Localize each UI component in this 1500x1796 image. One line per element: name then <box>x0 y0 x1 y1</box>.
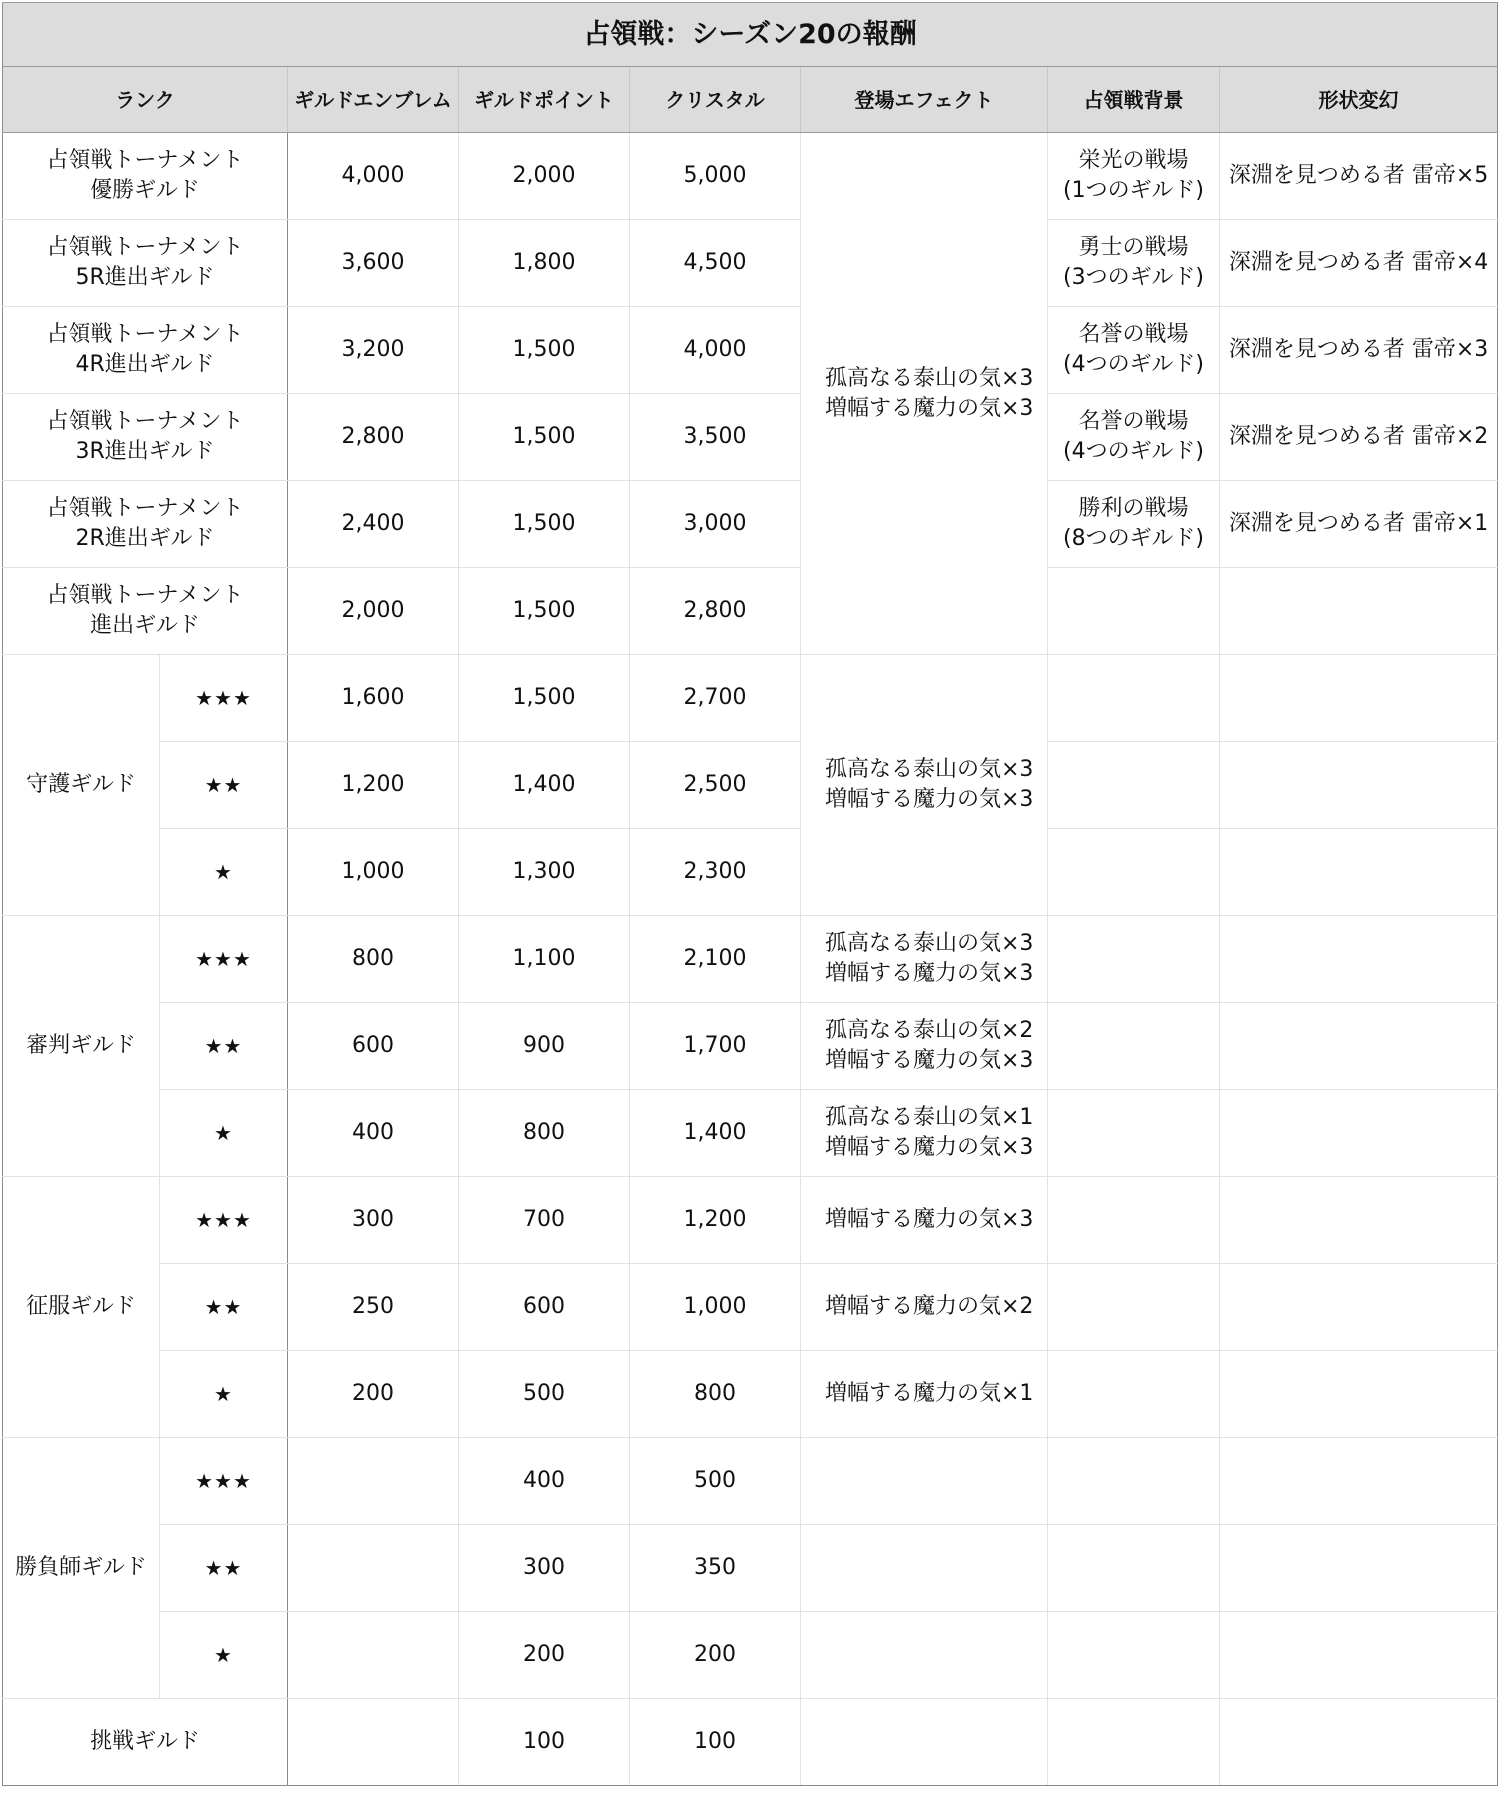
group-label-conquest: 征服ギルド <box>3 1177 160 1438</box>
background-cell <box>1048 1612 1220 1699</box>
transform-cell <box>1220 916 1498 1003</box>
points-cell: 400 <box>459 1438 630 1525</box>
rank-cell: 占領戦トーナメント 5R進出ギルド <box>3 220 288 307</box>
star-rating: ★★ <box>160 1003 288 1090</box>
background-cell <box>1048 1264 1220 1351</box>
points-cell: 100 <box>459 1699 630 1786</box>
crystal-cell: 500 <box>630 1438 801 1525</box>
emblem-cell: 4,000 <box>288 133 459 220</box>
transform-cell <box>1220 1525 1498 1612</box>
points-cell: 900 <box>459 1003 630 1090</box>
effect-cell <box>801 1699 1048 1786</box>
background-cell <box>1048 1003 1220 1090</box>
effect-cell: 孤高なる泰山の気×3 増幅する魔力の気×3 <box>801 655 1048 916</box>
background-cell <box>1048 1438 1220 1525</box>
background-cell <box>1048 1699 1220 1786</box>
transform-cell <box>1220 1090 1498 1177</box>
star-rating: ★★ <box>160 1264 288 1351</box>
background-cell <box>1048 1177 1220 1264</box>
background-cell <box>1048 1090 1220 1177</box>
background-cell: 名誉の戦場 (4つのギルド) <box>1048 307 1220 394</box>
background-cell: 勝利の戦場 (8つのギルド) <box>1048 481 1220 568</box>
table-row <box>3 916 1498 1003</box>
emblem-cell <box>288 1612 459 1699</box>
transform-cell <box>1220 829 1498 916</box>
effect-cell: 孤高なる泰山の気×1 増幅する魔力の気×3 <box>801 1090 1048 1177</box>
group-label-challenge: 挑戦ギルド <box>3 1699 288 1786</box>
transform-cell <box>1220 568 1498 655</box>
rank-cell: 占領戦トーナメント 2R進出ギルド <box>3 481 288 568</box>
points-cell: 1,300 <box>459 829 630 916</box>
table-row <box>3 1177 1498 1264</box>
table-row <box>3 829 1498 916</box>
background-cell: 栄光の戦場 (1つのギルド) <box>1048 133 1220 220</box>
crystal-cell: 2,700 <box>630 655 801 742</box>
effect-cell: 増幅する魔力の気×2 <box>801 1264 1048 1351</box>
effect-cell <box>801 1438 1048 1525</box>
transform-cell: 深淵を見つめる者 雷帝×4 <box>1220 220 1498 307</box>
crystal-cell: 5,000 <box>630 133 801 220</box>
effect-cell <box>801 1612 1048 1699</box>
header-crystal: クリスタル <box>630 67 801 133</box>
emblem-cell <box>288 1699 459 1786</box>
rank-cell: 占領戦トーナメント 優勝ギルド <box>3 133 288 220</box>
crystal-cell: 1,400 <box>630 1090 801 1177</box>
table-row <box>3 307 1498 394</box>
rewards-table <box>2 2 1498 1786</box>
table-row <box>3 1438 1498 1525</box>
crystal-cell: 200 <box>630 1612 801 1699</box>
effect-cell: 孤高なる泰山の気×2 増幅する魔力の気×3 <box>801 1003 1048 1090</box>
background-cell: 勇士の戦場 (3つのギルド) <box>1048 220 1220 307</box>
effect-cell: 孤高なる泰山の気×3 増幅する魔力の気×3 <box>801 916 1048 1003</box>
transform-cell <box>1220 742 1498 829</box>
effect-cell: 増幅する魔力の気×3 <box>801 1177 1048 1264</box>
points-cell: 1,100 <box>459 916 630 1003</box>
transform-cell <box>1220 1351 1498 1438</box>
emblem-cell: 1,000 <box>288 829 459 916</box>
emblem-cell: 600 <box>288 1003 459 1090</box>
crystal-cell: 1,000 <box>630 1264 801 1351</box>
points-cell: 800 <box>459 1090 630 1177</box>
crystal-cell: 4,500 <box>630 220 801 307</box>
points-cell: 1,500 <box>459 568 630 655</box>
table-row <box>3 133 1498 220</box>
transform-cell <box>1220 1699 1498 1786</box>
transform-cell <box>1220 655 1498 742</box>
header-points: ギルドポイント <box>459 67 630 133</box>
background-cell <box>1048 1525 1220 1612</box>
points-cell: 2,000 <box>459 133 630 220</box>
header-effect: 登場エフェクト <box>801 67 1048 133</box>
points-cell: 1,500 <box>459 307 630 394</box>
header-emblem: ギルドエンブレム <box>288 67 459 133</box>
emblem-cell: 2,400 <box>288 481 459 568</box>
table-row <box>3 1351 1498 1438</box>
table-row <box>3 1699 1498 1786</box>
crystal-cell: 3,000 <box>630 481 801 568</box>
emblem-cell: 250 <box>288 1264 459 1351</box>
star-rating: ★ <box>160 1351 288 1438</box>
emblem-cell: 800 <box>288 916 459 1003</box>
header-rank: ランク <box>3 67 288 133</box>
crystal-cell: 4,000 <box>630 307 801 394</box>
table-row <box>3 481 1498 568</box>
table-row <box>3 1264 1498 1351</box>
crystal-cell: 2,300 <box>630 829 801 916</box>
points-cell: 1,800 <box>459 220 630 307</box>
transform-cell <box>1220 1177 1498 1264</box>
crystal-cell: 800 <box>630 1351 801 1438</box>
star-rating: ★★ <box>160 1525 288 1612</box>
group-label-gambler: 勝負師ギルド <box>3 1438 160 1699</box>
group-label-judge: 審判ギルド <box>3 916 160 1177</box>
header-transform: 形状変幻 <box>1220 67 1498 133</box>
transform-cell: 深淵を見つめる者 雷帝×5 <box>1220 133 1498 220</box>
table-row <box>3 1612 1498 1699</box>
emblem-cell: 3,200 <box>288 307 459 394</box>
points-cell: 500 <box>459 1351 630 1438</box>
points-cell: 1,500 <box>459 655 630 742</box>
points-cell: 600 <box>459 1264 630 1351</box>
points-cell: 200 <box>459 1612 630 1699</box>
transform-cell <box>1220 1003 1498 1090</box>
crystal-cell: 2,500 <box>630 742 801 829</box>
crystal-cell: 2,100 <box>630 916 801 1003</box>
emblem-cell: 1,200 <box>288 742 459 829</box>
emblem-cell: 200 <box>288 1351 459 1438</box>
background-cell <box>1048 829 1220 916</box>
transform-cell <box>1220 1438 1498 1525</box>
emblem-cell: 1,600 <box>288 655 459 742</box>
crystal-cell: 100 <box>630 1699 801 1786</box>
star-rating: ★ <box>160 1090 288 1177</box>
star-rating: ★ <box>160 1612 288 1699</box>
background-cell <box>1048 655 1220 742</box>
transform-cell: 深淵を見つめる者 雷帝×2 <box>1220 394 1498 481</box>
star-rating: ★★★ <box>160 1438 288 1525</box>
table-row <box>3 1525 1498 1612</box>
background-cell <box>1048 1351 1220 1438</box>
points-cell: 1,500 <box>459 394 630 481</box>
emblem-cell: 2,800 <box>288 394 459 481</box>
emblem-cell: 300 <box>288 1177 459 1264</box>
group-label-guard: 守護ギルド <box>3 655 160 916</box>
background-cell <box>1048 916 1220 1003</box>
effect-cell: 増幅する魔力の気×1 <box>801 1351 1048 1438</box>
transform-cell <box>1220 1264 1498 1351</box>
effect-cell <box>801 1525 1048 1612</box>
table-title: 占領戦：シーズン20の報酬 <box>3 3 1498 67</box>
transform-cell: 深淵を見つめる者 雷帝×1 <box>1220 481 1498 568</box>
rewards-table-wrapper <box>2 2 1497 1786</box>
star-rating: ★★★ <box>160 1177 288 1264</box>
star-rating: ★ <box>160 829 288 916</box>
table-row <box>3 394 1498 481</box>
points-cell: 300 <box>459 1525 630 1612</box>
effect-cell: 孤高なる泰山の気×3 増幅する魔力の気×3 <box>801 133 1048 655</box>
table-row <box>3 1090 1498 1177</box>
points-cell: 700 <box>459 1177 630 1264</box>
rank-cell: 占領戦トーナメント 3R進出ギルド <box>3 394 288 481</box>
crystal-cell: 1,700 <box>630 1003 801 1090</box>
emblem-cell: 2,000 <box>288 568 459 655</box>
crystal-cell: 350 <box>630 1525 801 1612</box>
star-rating: ★★ <box>160 742 288 829</box>
transform-cell: 深淵を見つめる者 雷帝×3 <box>1220 307 1498 394</box>
crystal-cell: 2,800 <box>630 568 801 655</box>
rank-cell: 占領戦トーナメント 4R進出ギルド <box>3 307 288 394</box>
crystal-cell: 1,200 <box>630 1177 801 1264</box>
crystal-cell: 3,500 <box>630 394 801 481</box>
header-background: 占領戦背景 <box>1048 67 1220 133</box>
table-row <box>3 655 1498 742</box>
star-rating: ★★★ <box>160 916 288 1003</box>
points-cell: 1,500 <box>459 481 630 568</box>
background-cell <box>1048 742 1220 829</box>
transform-cell <box>1220 1612 1498 1699</box>
table-row <box>3 568 1498 655</box>
background-cell <box>1048 568 1220 655</box>
background-cell: 名誉の戦場 (4つのギルド) <box>1048 394 1220 481</box>
star-rating: ★★★ <box>160 655 288 742</box>
points-cell: 1,400 <box>459 742 630 829</box>
emblem-cell: 3,600 <box>288 220 459 307</box>
rank-cell: 占領戦トーナメント 進出ギルド <box>3 568 288 655</box>
table-row <box>3 220 1498 307</box>
emblem-cell <box>288 1525 459 1612</box>
table-row <box>3 1003 1498 1090</box>
table-row <box>3 742 1498 829</box>
emblem-cell: 400 <box>288 1090 459 1177</box>
emblem-cell <box>288 1438 459 1525</box>
